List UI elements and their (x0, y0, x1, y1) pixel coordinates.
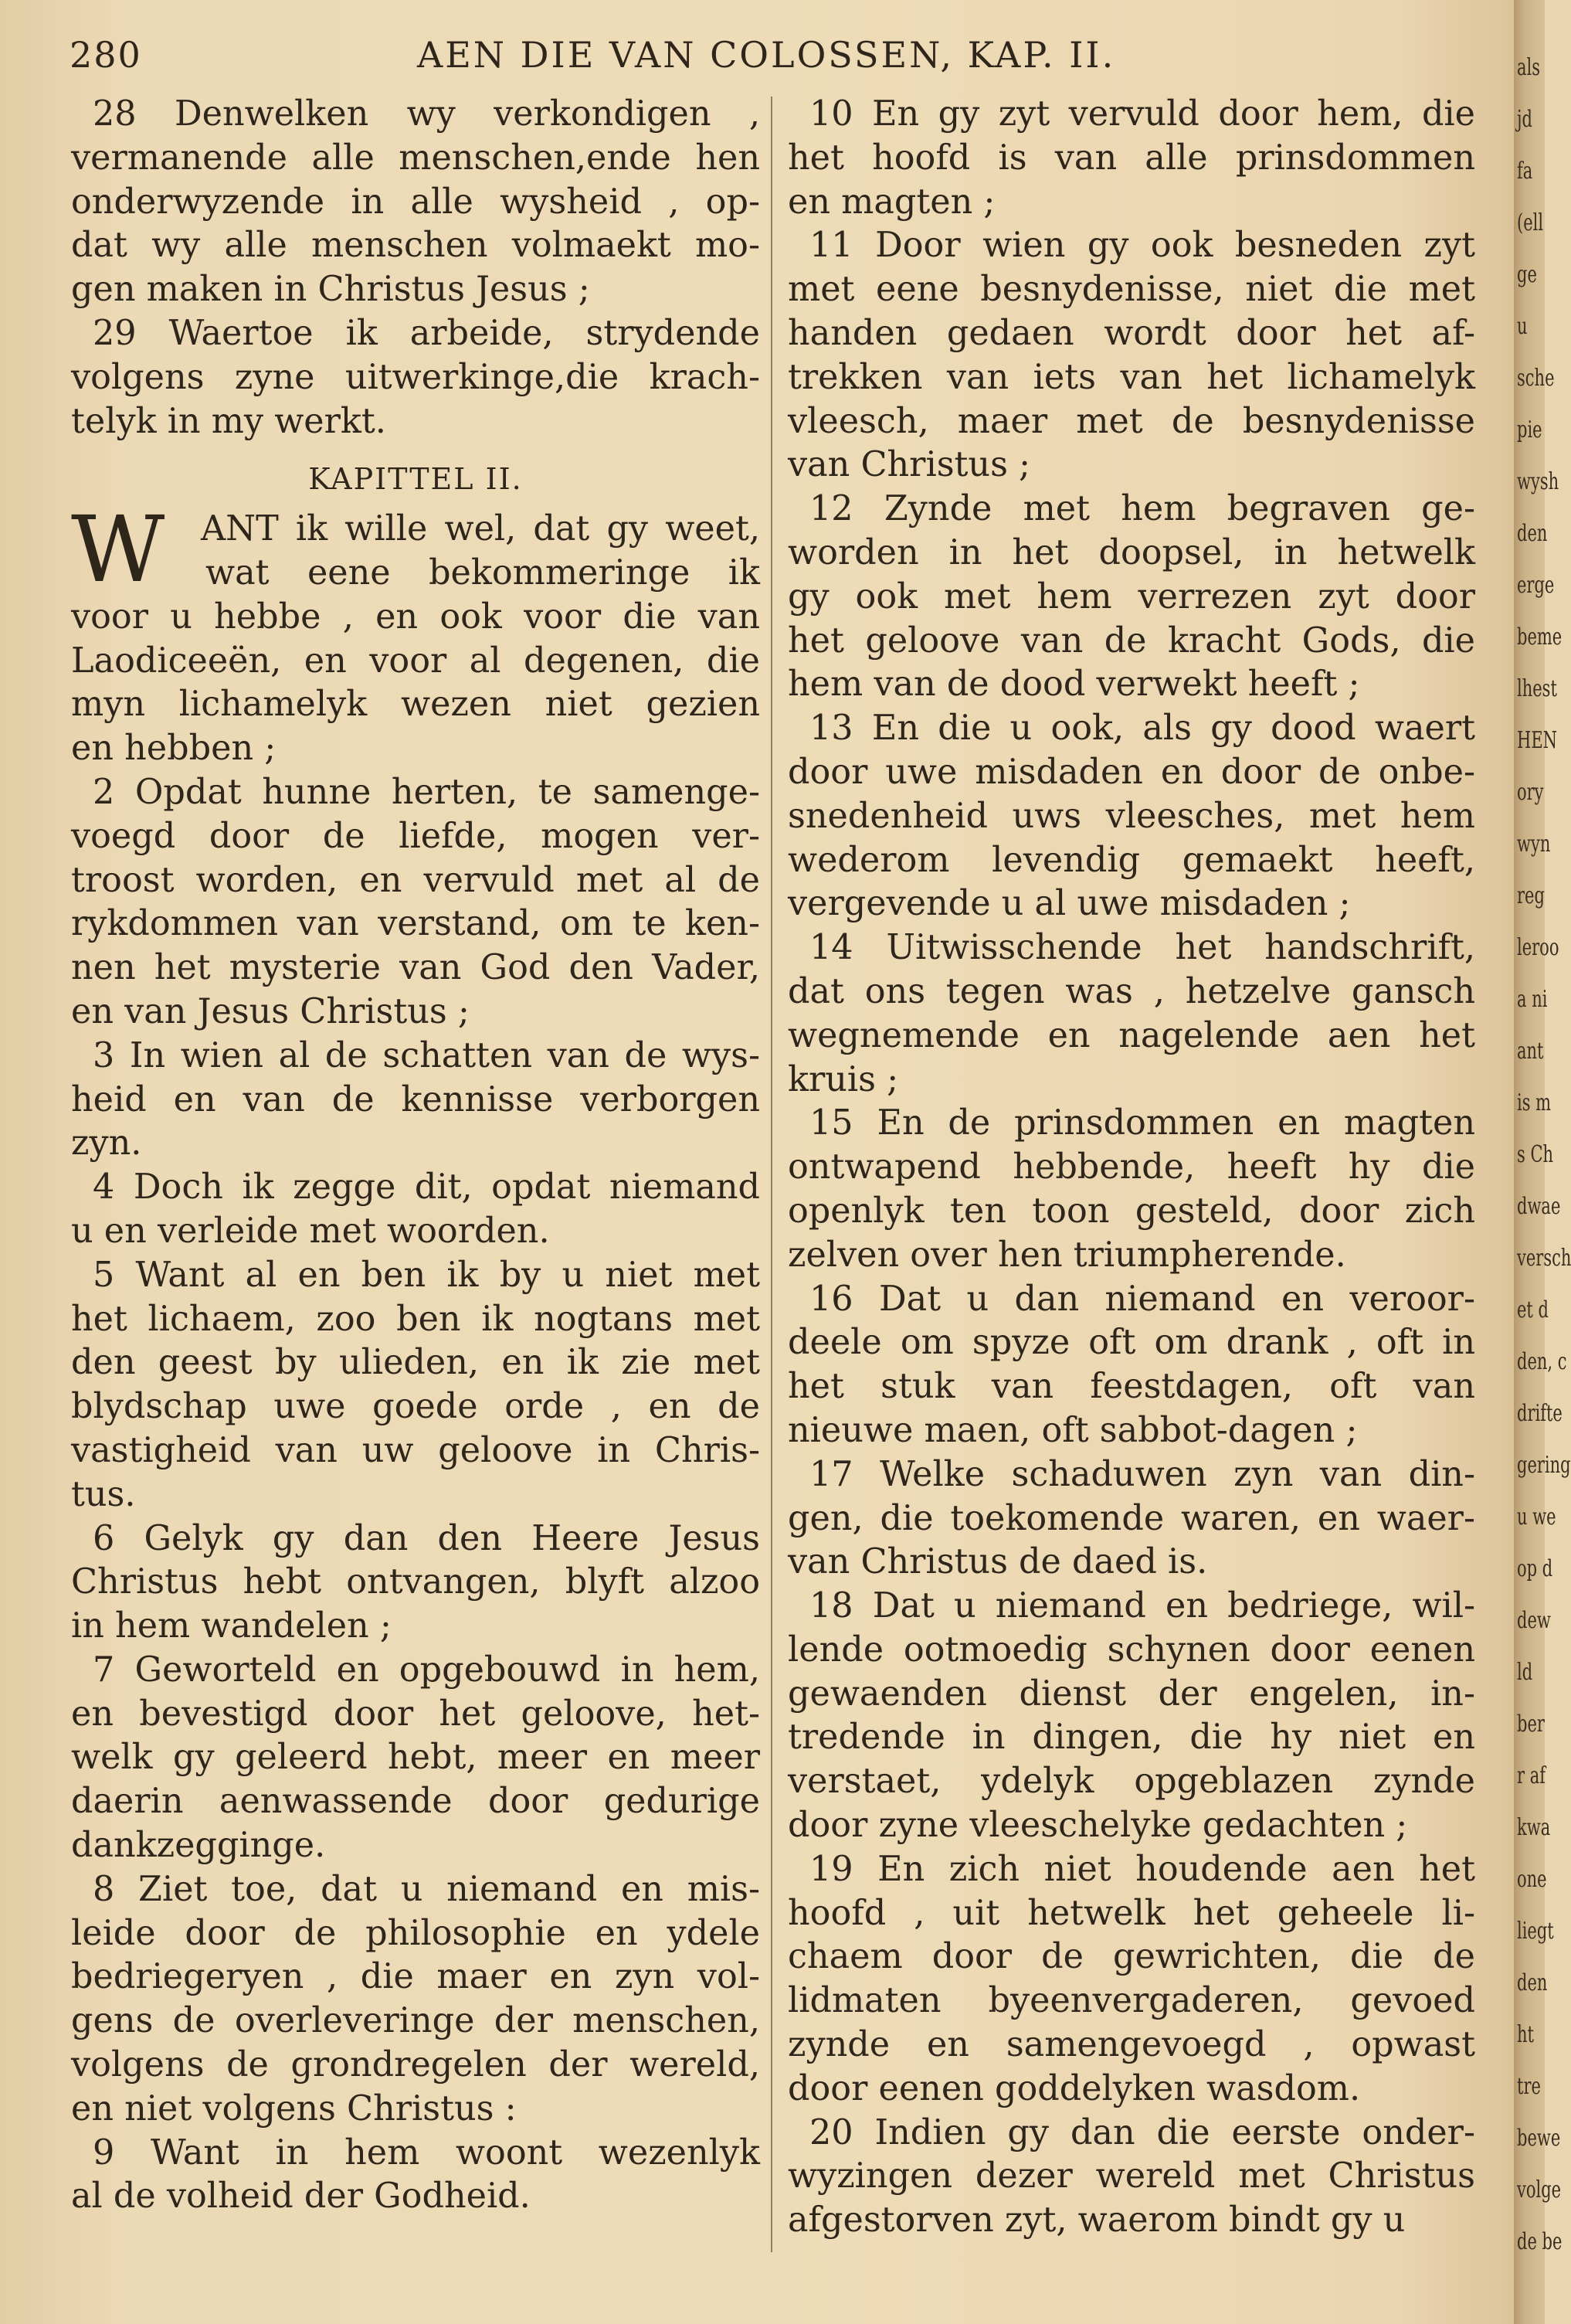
adjacent-page-fragment: lhest (1517, 675, 1557, 702)
adjacent-page-fragment: u we (1517, 1503, 1556, 1531)
text-line: myn lichamelyk wezen niet gezien (71, 685, 760, 725)
text-line: tus. (71, 1474, 136, 1514)
text-line: 5 Want al en ben ik by u niet met (93, 1255, 760, 1295)
text-line: het stuk van feestdagen, oft van (788, 1367, 1475, 1407)
adjacent-page-fragment: ge (1517, 261, 1537, 288)
text-line: welk gy geleerd hebt, meer en meer (71, 1738, 760, 1778)
text-line: 19 En zich niet houdende aen het (809, 1849, 1475, 1889)
adjacent-page-fragment: u (1517, 313, 1528, 340)
text-line: 6 Gelyk gy dan den Heere Jesus (93, 1518, 760, 1558)
text-line: gy ook met hem verrezen zyt door (788, 576, 1475, 617)
adjacent-page-fragment: a ni (1517, 986, 1548, 1013)
text-line: 17 Welke schaduwen zyn van din- (809, 1454, 1475, 1494)
text-line: volgens de grondregelen der wereld, (71, 2045, 760, 2085)
left-column (71, 93, 760, 2219)
text-line: in hem wandelen ; (71, 1606, 392, 1646)
adjacent-page-fragment: tre (1517, 2073, 1541, 2100)
text-line: al de volheid der Godheid. (71, 2176, 531, 2217)
text-line: telyk in my werkt. (71, 401, 386, 441)
adjacent-page-fragment: de be (1517, 2228, 1563, 2255)
text-line: 18 Dat u niemand en bedriege, wil- (809, 1586, 1475, 1626)
adjacent-page-fragment: s Ch (1517, 1141, 1554, 1168)
adjacent-page-fragment: op d (1517, 1555, 1553, 1582)
text-line: 20 Indien gy dan die eerste onder- (809, 2112, 1475, 2152)
text-line: 15 En de prinsdommen en magten (809, 1103, 1475, 1143)
text-line: afgestorven zyt, waerom bindt gy u (788, 2200, 1406, 2241)
adjacent-page-fragment: one (1517, 1866, 1547, 1893)
text-line: 4 Doch ik zegge dit, opdat niemand (93, 1167, 760, 1208)
adjacent-page-fragment: als (1517, 54, 1541, 81)
text-line: kruis ; (788, 1059, 899, 1099)
adjacent-page-fragment: kwa (1517, 1814, 1551, 1841)
text-line: gewaenden dienst der engelen, in- (788, 1673, 1475, 1714)
chapter-heading: KAPITTEL II. (308, 462, 523, 497)
text-line: snedenheid uws vleesches, met hem (788, 796, 1475, 836)
page-number: 280 (70, 34, 142, 76)
text-line: dankzegginge. (71, 1826, 326, 1866)
text-line: volgens zyne uitwerkinge,die krach- (71, 357, 760, 397)
text-line: dat wy alle menschen volmaekt mo- (71, 226, 760, 266)
text-line: en niet volgens Christus : (71, 2088, 517, 2129)
adjacent-page-fragment: jd (1517, 106, 1532, 133)
text-line: den geest by ulieden, en ik zie met (71, 1343, 760, 1383)
text-line: 2 Opdat hunne herten, te samenge- (93, 772, 760, 812)
text-line: zelven over hen triumpherende. (788, 1235, 1346, 1275)
text-line: 3 In wien al de schatten van de wys- (93, 1035, 760, 1075)
text-line: blydschap uwe goede orde , en de (71, 1387, 760, 1427)
adjacent-page-fragment: sche (1517, 365, 1555, 392)
adjacent-page-fragment: bewe (1517, 2125, 1561, 2152)
column-divider (771, 97, 772, 2252)
text-line: 28 Denwelken wy verkondigen , (93, 94, 760, 134)
adjacent-page-fragment: volge (1517, 2176, 1562, 2203)
adjacent-page-edge (1514, 0, 1571, 2324)
adjacent-page-fragment: ld (1517, 1659, 1533, 1686)
left-column-chapter-text (71, 596, 760, 2219)
text-line: 9 Want in hem woont wezenlyk (93, 2132, 760, 2173)
text-line: het geloove van de kracht Gods, die (788, 620, 1475, 661)
adjacent-page-fragment: is m (1517, 1089, 1552, 1116)
text-line: openlyk ten toon gesteld, door zich (788, 1191, 1475, 1231)
text-line: Laodiceeën, en voor al degenen, die (71, 640, 760, 681)
text-line: leide door de philosophie en ydele (71, 1913, 760, 1953)
adjacent-page-fragment: fa (1517, 158, 1533, 185)
text-line: het hoofd is van alle prinsdommen (788, 138, 1475, 178)
adjacent-page-fragment: ber (1517, 1711, 1545, 1738)
text-line: dat ons tegen was , hetzelve gansch (788, 971, 1475, 1011)
chapter-opening (71, 496, 760, 603)
text-line: wederom levendig gemaekt heeft, (788, 840, 1475, 880)
text-line: wyzingen dezer wereld met Christus (788, 2156, 1475, 2197)
adjacent-page-fragment: ory (1517, 779, 1544, 806)
running-title: AEN DIE VAN COLOSSEN, KAP. II. (417, 34, 1116, 76)
text-line: 13 En die u ook, als gy dood waert (809, 708, 1475, 749)
text-line: 29 Waertoe ik arbeide, strydende (93, 313, 760, 353)
adjacent-page-fragment: dwae (1517, 1193, 1561, 1220)
adjacent-page-fragment: (ell (1517, 209, 1544, 236)
adjacent-page-fragment: wysh (1517, 468, 1559, 495)
text-line: vastigheid van uw geloove in Chris- (71, 1430, 760, 1470)
text-line: 14 Uitwisschende het handschrift, (809, 928, 1475, 968)
text-line: vermanende alle menschen,ende hen (71, 138, 760, 178)
text-line: gen, die toekomende waren, en waer- (788, 1498, 1475, 1538)
text-line: zyn. (71, 1123, 142, 1164)
text-line: onderwyzende in alle wysheid , op- (71, 182, 760, 222)
text-line: chaem door de gewrichten, die de (788, 1937, 1475, 1977)
text-line: u en verleide met woorden. (71, 1211, 550, 1251)
text-line: 16 Dat u dan niemand en veroor- (809, 1279, 1475, 1319)
adjacent-page-fragment: beme (1517, 623, 1563, 651)
text-line: lende ootmoedig schynen door eenen (788, 1629, 1475, 1670)
text-line: handen gedaen wordt door het af- (788, 313, 1475, 353)
text-line: vleesch, maer met de besnydenisse (788, 401, 1475, 441)
adjacent-page-fragment: dew (1517, 1607, 1551, 1634)
text-line: heid en van de kennisse verborgen (71, 1079, 760, 1120)
text-line: van Christus ; (788, 445, 1031, 485)
text-line: bedriegeryen , die maer en zyn vol- (71, 1957, 760, 1997)
text-line: rykdommen van verstand, om te ken- (71, 904, 760, 944)
left-column-verses (71, 93, 760, 443)
page-header (70, 29, 1475, 83)
text-line: en van Jesus Christus ; (71, 991, 470, 1031)
text-line: worden in het doopsel, in hetwelk (788, 532, 1475, 573)
adjacent-page-fragment: leroo (1517, 934, 1559, 961)
text-line: daerin aenwassende door gedurige (71, 1782, 760, 1822)
text-line: lidmaten byeenvergaderen, gevoed (788, 1981, 1475, 2021)
text-line: vergevende u al uwe misdaden ; (788, 884, 1351, 924)
text-line: van Christus de daed is. (788, 1542, 1208, 1582)
adjacent-page-fragment: versch (1517, 1245, 1571, 1272)
adjacent-page-fragment: HEN (1517, 727, 1558, 754)
text-line: tredende in dingen, die hy niet en (788, 1718, 1475, 1758)
right-column-verses (788, 93, 1475, 2243)
text-line: en hebben ; (71, 729, 277, 769)
adjacent-page-fragment: wyn (1517, 831, 1551, 858)
text-line: door zyne vleeschelyke gedachten ; (788, 1806, 1408, 1846)
text-line: nieuwe maen, oft sabbot-dagen ; (788, 1410, 1358, 1450)
text-line: troost worden, en vervuld met al de (71, 860, 760, 900)
text-line: door uwe misdaden en door de onbe- (788, 752, 1475, 792)
text-line: 10 En gy zyt vervuld door hem, die (809, 94, 1475, 134)
adjacent-page-fragment: ht (1517, 2021, 1534, 2048)
adjacent-page-fragment: ant (1517, 1038, 1544, 1065)
text-line: trekken van iets van het lichamelyk (788, 357, 1475, 397)
adjacent-page-fragment: drifte (1517, 1400, 1563, 1427)
adjacent-page-fragment: liegt (1517, 1918, 1554, 1945)
text-line: 12 Zynde met hem begraven ge- (809, 489, 1475, 529)
text-line: Christus hebt ontvangen, blyft alzoo (71, 1562, 760, 1602)
text-line: ANT ik wille wel, dat gy weet, (201, 509, 760, 549)
text-line: gens de overleveringe der menschen, (71, 2001, 760, 2041)
text-line: hoofd , uit hetwelk het geheele li- (788, 1893, 1475, 1933)
drop-cap: W (71, 496, 165, 603)
text-line: wegnemende en nagelende aen het (788, 1015, 1475, 1055)
adjacent-page-fragment: den (1517, 520, 1548, 547)
text-line: en bevestigd door het geloove, het- (71, 1694, 760, 1734)
adjacent-page-fragment: et d (1517, 1296, 1549, 1323)
adjacent-page-fragment: r af (1517, 1762, 1546, 1789)
text-line: 7 Geworteld en opgebouwd in hem, (93, 1650, 760, 1690)
text-line: voor u hebbe , en ook voor die van (71, 596, 760, 637)
text-line: met eene besnydenisse, niet die met (788, 270, 1475, 310)
text-line: deele om spyze oft om drank , oft in (788, 1323, 1475, 1363)
text-line: het lichaem, zoo ben ik nogtans met (71, 1299, 760, 1339)
adjacent-page-fragment: gering (1517, 1452, 1571, 1479)
adjacent-page-fragment: den, c (1517, 1348, 1567, 1375)
text-line: ontwapend hebbende, heeft hy die (788, 1147, 1475, 1187)
text-line: gen maken in Christus Jesus ; (71, 270, 590, 310)
right-column (788, 93, 1475, 2243)
adjacent-page-fragment: reg (1517, 882, 1545, 909)
adjacent-page-fragment: erge (1517, 572, 1555, 599)
adjacent-page-fragment: pie (1517, 416, 1542, 443)
text-line: door eenen goddelyken wasdom. (788, 2068, 1361, 2108)
text-line: zynde en samengevoegd , opwast (788, 2025, 1475, 2065)
adjacent-page-fragment: den (1517, 1969, 1548, 1996)
text-line: verstaet, ydelyk opgeblazen zynde (788, 1762, 1475, 1802)
text-line: en magten ; (788, 182, 996, 222)
text-line: voegd door de liefde, mogen ver- (71, 816, 760, 856)
text-line: hem van de dood verwekt heeft ; (788, 664, 1360, 705)
text-line: nen het mysterie van God den Vader, (71, 948, 760, 988)
text-line: 11 Door wien gy ook besneden zyt (809, 226, 1475, 266)
text-line: wat eene bekommeringe ik (205, 552, 760, 593)
text-line: 8 Ziet toe, dat u niemand en mis- (93, 1869, 760, 1909)
